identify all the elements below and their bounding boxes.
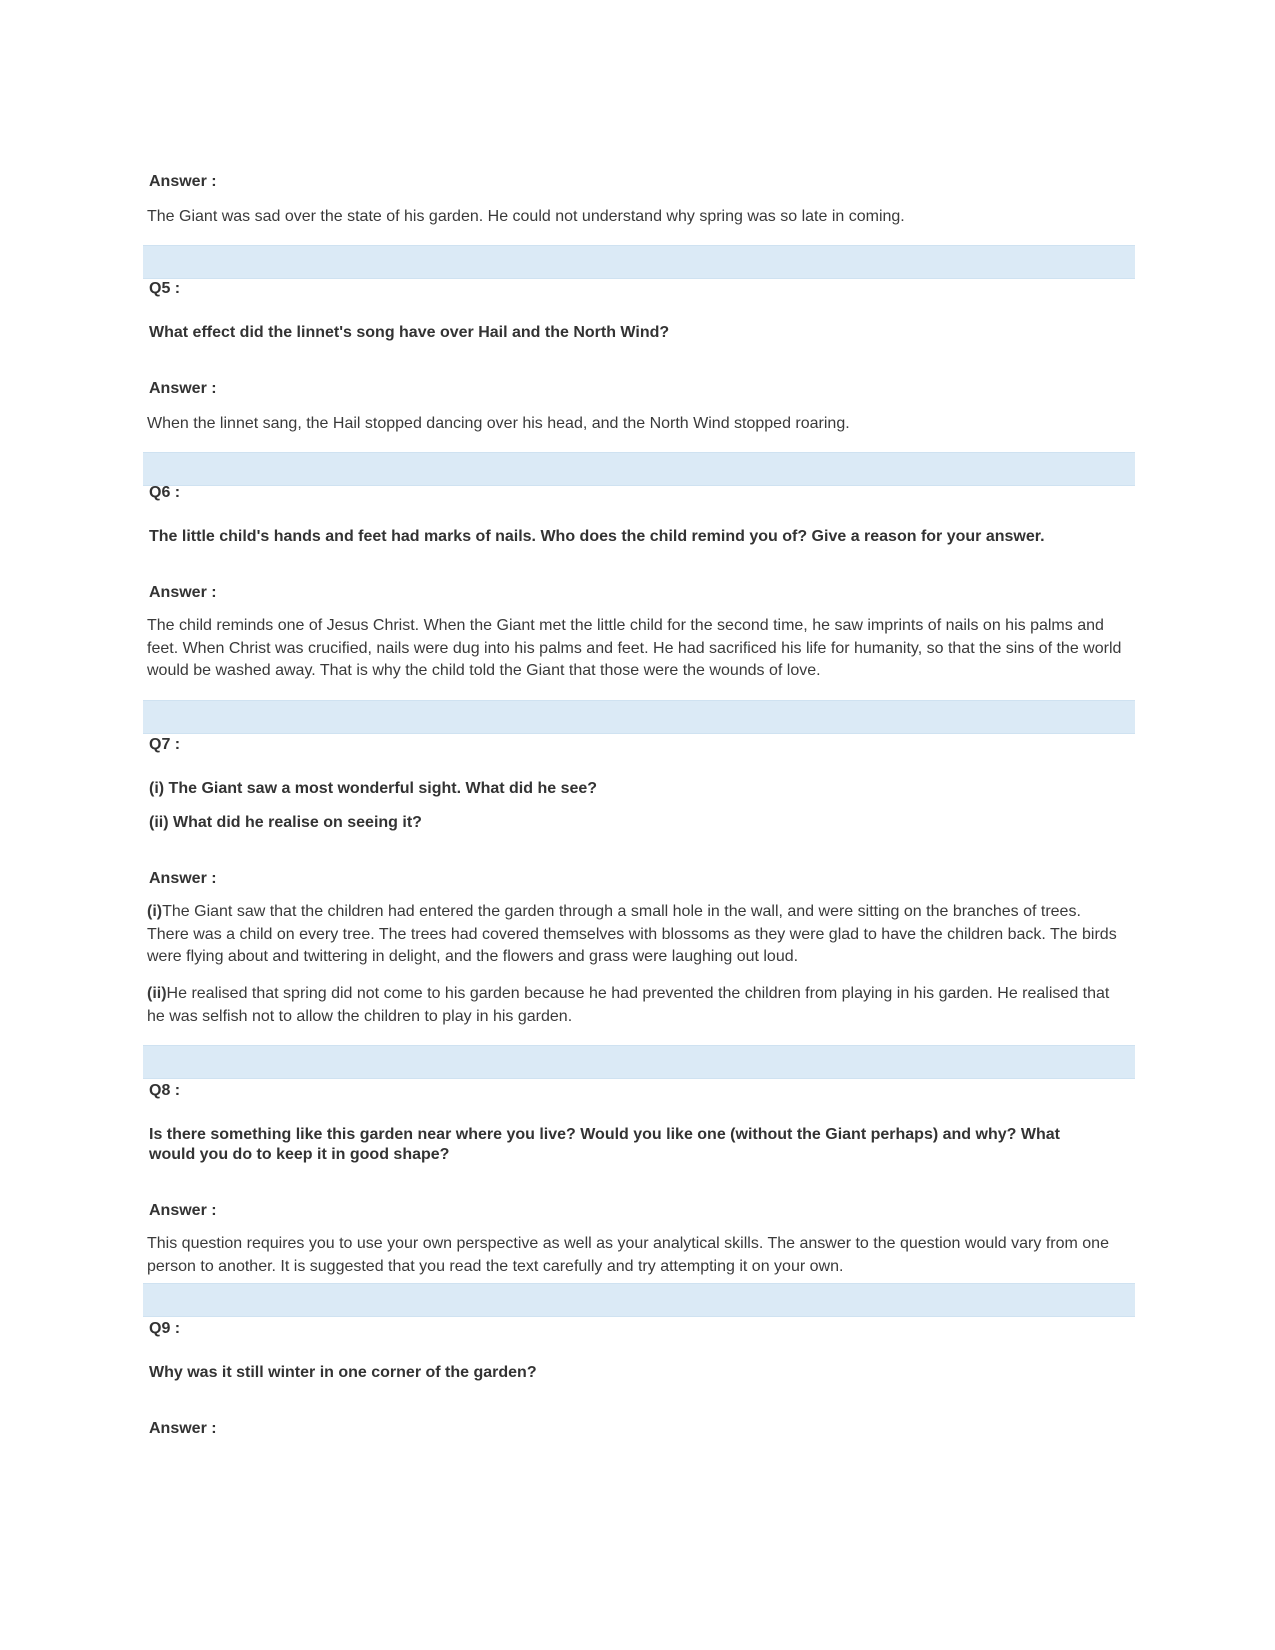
question-separator-band [143,700,1135,734]
question-separator-band [143,1283,1135,1317]
q7-answer-ii-paragraph [147,983,1125,1028]
answer-label: Answer : [149,1420,217,1437]
q9-label: Q9 : [149,1320,181,1337]
q5-question-text: What effect did the linnet's song have over Hail and the North Wind? [149,324,670,341]
q6-question-text: The little child's hands and feet had marks of nails. Who does the child remind you of? Give a reason for your answer. [149,528,1045,545]
q5-label: Q5 : [149,280,181,297]
q6-answer-text: The child reminds one of Jesus Christ. When the Giant met the little child for the second time, he saw imprints of nails on his palms and feet. When Christ was crucified, nails were dug into his palms and feet. He had sacrificed his life for humanity, so that the sins of the world would be washed away. That is why the child told the Giant that those were the wounds of love. [147,617,1122,679]
question-separator-band [143,245,1135,279]
answer-label: Answer : [149,870,217,887]
answer-label: Answer : [149,380,217,397]
q6-label: Q6 : [149,484,181,501]
answer-label: Answer : [149,173,217,190]
q7-answer-i-paragraph [147,901,1125,969]
answer-part-i-marker: (i) [147,903,163,920]
q7-question-ii-text: (ii) What did he realise on seeing it? [149,814,422,831]
answer-label: Answer : [149,584,217,601]
q9-question-text: Why was it still winter in one corner of the garden? [149,1364,537,1381]
q7-label: Q7 : [149,736,181,753]
q7-question-i-text: (i) The Giant saw a most wonderful sight. What did he see? [149,780,598,797]
answer-label: Answer : [149,1202,217,1219]
question-separator-band [143,1045,1135,1079]
q7-answer-i-text: The Giant saw that the children had entered the garden through a small hole in the wall, and were sitting on the branches of trees. There was a child on every tree. The trees had covered themselves with blossoms as they were glad to have the children back. The birds were flying about and twittering in delight, and the flowers and grass were laughing out loud. [147,903,1117,965]
q7-answer-ii-text: He realised that spring did not come to his garden because he had prevented the children from playing in his garden. He realised that he was selfish not to allow the children to play in his garden. [147,985,1110,1025]
q8-answer-text: This question requires you to use your own perspective as well as your analytical skills. The answer to the question would vary from one person to another. It is suggested that you read the text carefully and try attempting it on your own. [147,1235,1109,1275]
q4-answer-text: The Giant was sad over the state of his garden. He could not understand why spring was so late in coming. [147,208,905,225]
question-separator-band [143,452,1135,486]
q8-question-text: Is there something like this garden near where you live? Would you like one (without the Giant perhaps) and why? What would you do to keep it in good shape? [149,1126,1060,1163]
q8-label: Q8 : [149,1082,181,1099]
q5-answer-text: When the linnet sang, the Hail stopped dancing over his head, and the North Wind stopped roaring. [147,415,850,432]
answer-part-ii-marker: (ii) [147,985,167,1002]
